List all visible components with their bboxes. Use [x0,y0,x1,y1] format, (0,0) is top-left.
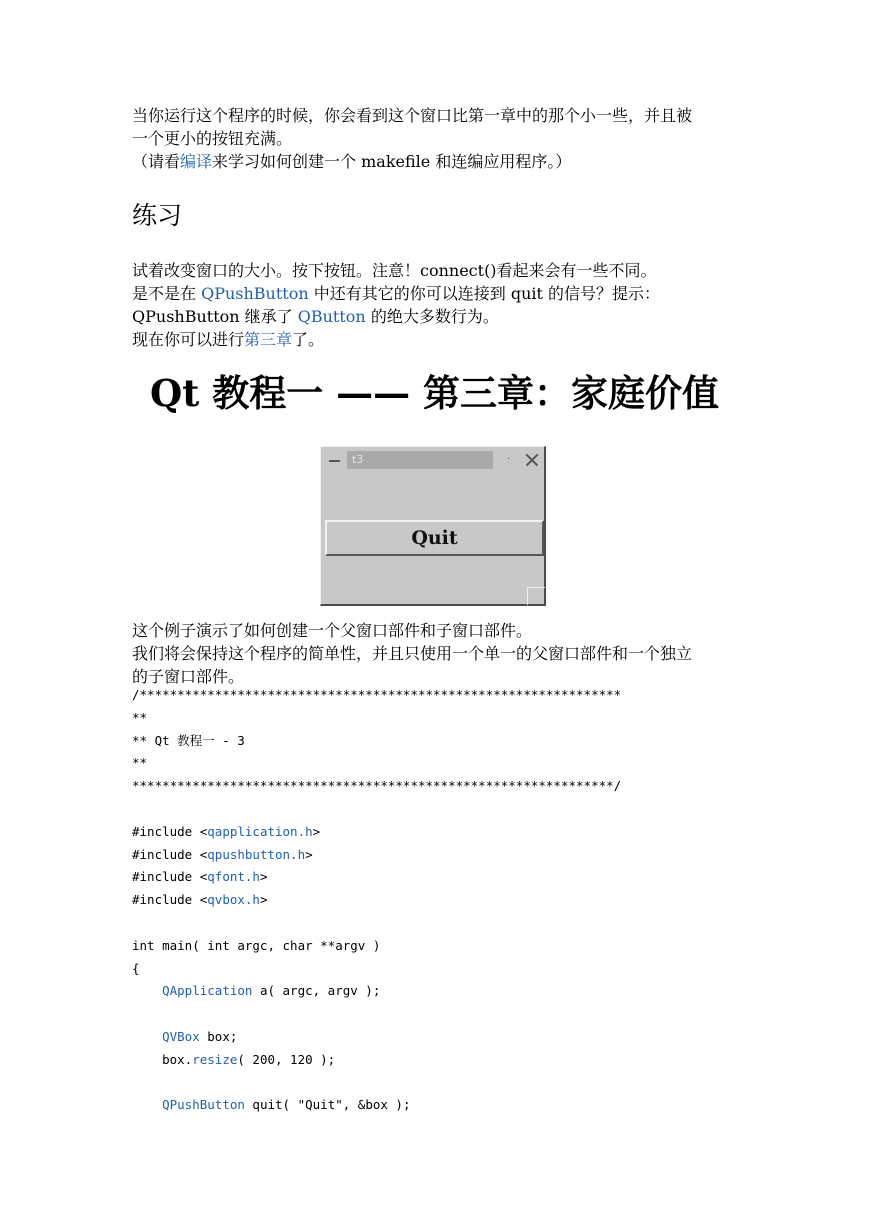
qvbox-class-link[interactable]: QVBox [162,1028,200,1044]
include-prefix: #include < [132,823,208,839]
code-app-line [132,980,772,1003]
include-prefix: #include < [132,869,208,885]
t3-window-screenshot [320,446,546,606]
desc-line-2: 我们将会保持这个程序的简单性，并且只使用一个单一的父窗口部件和一个独立 [132,644,693,663]
include-prefix: #include < [132,892,208,908]
include-suffix: > [312,823,321,839]
qapplication-class-link[interactable]: QApplication [162,983,253,999]
code-button-line [132,1094,772,1117]
code-include-line [132,821,772,844]
exercise-paragraph [132,259,742,351]
qpushbutton-class-link[interactable]: QPushButton [162,1097,245,1113]
minimize-icon[interactable] [325,452,343,468]
include-header-link[interactable]: qapplication.h [207,823,313,839]
exercise-line-3-post: 的绝大多数行为。 [365,307,499,326]
exercise-line-3 [132,305,742,328]
include-header-link[interactable]: qpushbutton.h [207,846,306,862]
exercise-line-1: 试着改变窗口的大小。按下按钮。注意！connect()看起来会有一些不同。 [132,261,657,280]
code-comment-line: ** Qt 教程一 - 3 [132,732,245,748]
code-blank-line [132,1003,772,1026]
code-comment-line: ** [132,709,148,725]
code-main-line: int main( int argc, char **argv ) [132,937,381,953]
intro-line-1: 当你运行这个程序的时候，你会看到这个窗口比第一章中的那个小一些，并且被 [132,106,693,125]
intro-line-2: 一个更小的按钮充满。 [132,129,293,148]
resize-method-link[interactable]: resize [192,1051,238,1067]
include-suffix: > [259,892,268,908]
intro-line-3-post: 来学习如何创建一个 makefile 和连编应用程序。） [212,152,572,171]
code-box-rest: box; [199,1028,238,1044]
code-comment-line: ****************************************************************/ [132,778,622,794]
qpushbutton-link[interactable]: QPushButton [201,284,309,303]
code-indent [132,983,162,998]
quit-button[interactable]: Quit [325,520,544,556]
code-blank-line [132,912,772,935]
code-include-line [132,866,772,889]
exercise-line-4-pre: 现在你可以进行 [132,330,245,349]
include-suffix: > [259,869,268,885]
code-blank-line [132,1072,772,1095]
code-listing [132,684,772,1117]
code-comment-line: /**************************************************************** [132,687,622,702]
code-comment-line: ** [132,755,148,771]
resize-grip-icon[interactable] [527,587,545,605]
exercise-line-2-post: 中还有其它的你可以连接到 quit 的信号？提示： [308,284,661,303]
code-button-rest: quit( "Quit", &box ); [244,1097,411,1113]
intro-line-3 [132,150,742,173]
code-indent [132,1052,162,1067]
exercise-heading: 练习 [132,201,183,230]
include-header-link[interactable]: qfont.h [207,869,260,885]
code-indent [132,1097,162,1112]
intro-paragraph [132,104,742,173]
qbutton-link[interactable]: QButton [297,307,366,326]
exercise-line-4 [132,328,742,351]
code-brace-line: { [132,960,140,976]
window-titlebar [323,450,543,470]
intro-line-3-pre: （请看 [132,152,181,171]
code-app-rest: a( argc, argv ); [252,983,381,999]
code-resize-line [132,1049,772,1072]
code-blank-line [132,798,772,821]
close-icon[interactable] [523,452,541,468]
window-menu-dot[interactable]: · [507,454,511,465]
code-include-line [132,889,772,912]
code-include-line [132,844,772,867]
exercise-line-2 [132,282,742,305]
chapter-three-link[interactable]: 第三章 [244,330,293,349]
exercise-line-2-pre: 是不是在 [132,284,202,303]
compile-link[interactable]: 编译 [180,152,213,171]
include-suffix: > [305,846,313,862]
code-indent [132,1029,162,1044]
desc-line-3: 的子窗口部件。 [132,667,245,686]
include-prefix: #include < [132,846,208,862]
code-resize-rest: ( 200, 120 ); [237,1051,336,1067]
include-header-link[interactable]: qvbox.h [207,892,260,908]
description-paragraph [132,619,742,688]
code-box-line [132,1026,772,1049]
exercise-line-3-pre: QPushButton 继承了 [132,307,298,326]
window-title: t3 [347,451,493,469]
chapter-title: Qt 教程一 —— 第三章：家庭价值 [150,371,719,415]
exercise-line-4-post: 了。 [292,330,325,349]
desc-line-1: 这个例子演示了如何创建一个父窗口部件和子窗口部件。 [132,621,533,640]
code-resize-pre: box. [162,1051,193,1067]
